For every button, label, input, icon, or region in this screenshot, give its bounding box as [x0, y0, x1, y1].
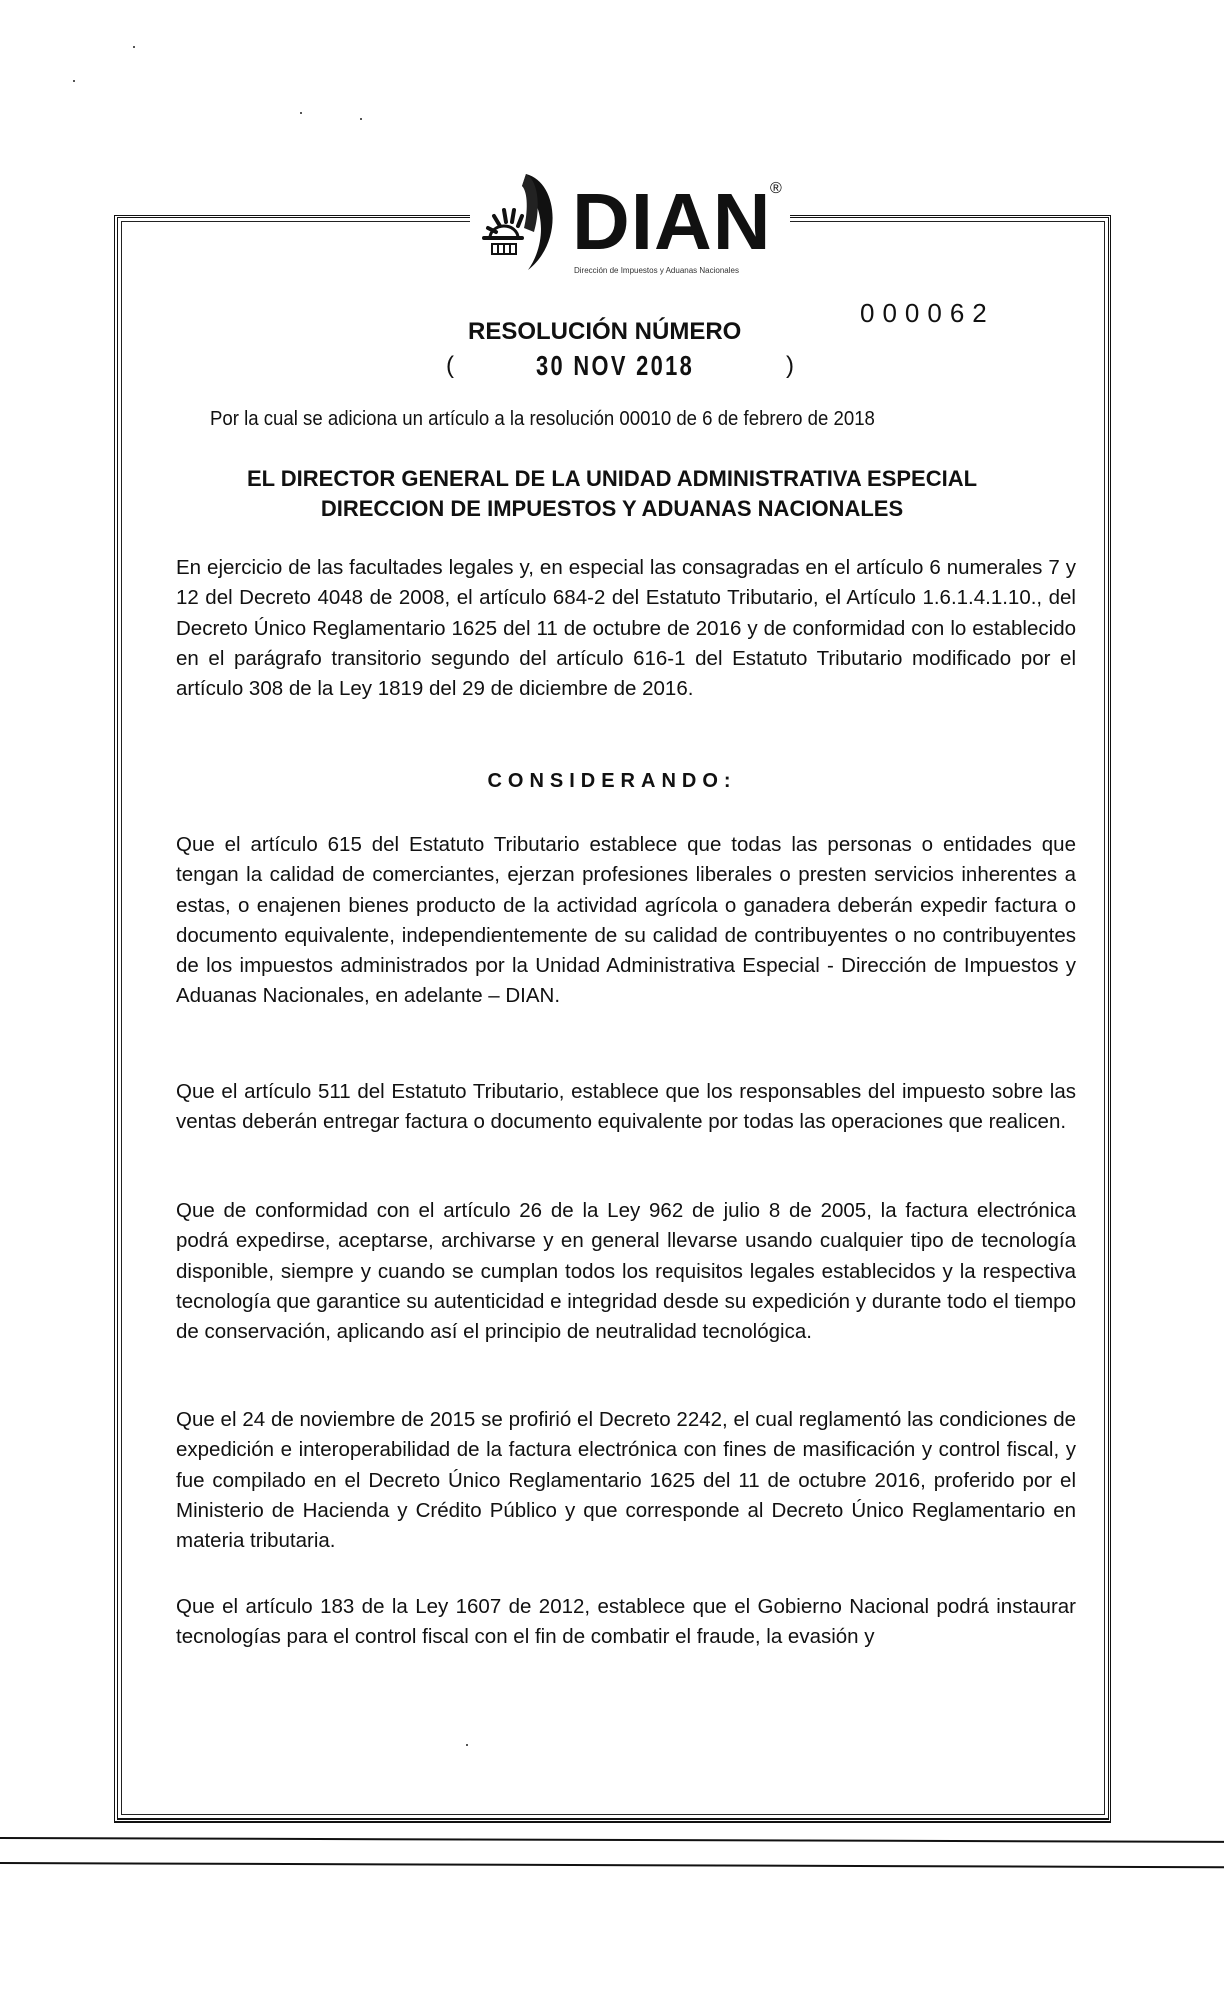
consideration-paragraph: Que el artículo 615 del Estatuto Tributario establece que todas las personas o entidades que tengan la calidad de comerciantes, ejerzan profesiones liberales o presten servicios inherentes a estas, o enajenen bienes producto de la actividad agrícola o ganadera deberán expedir factura o documento equivalente, independientemente de su calidad de contribuyentes o no contribuyentes de los impuestos administrados por la Unidad Administrativa Especial - Dirección de Impuestos y Aduanas Nacionales, en adelante – DIAN.: [176, 833, 1076, 1008]
dian-wordmark: DIAN: [572, 177, 772, 266]
consideration-paragraph: Que el 24 de noviembre de 2015 se profirió el Decreto 2242, el cual reglamentó las condiciones de expedición e interoperabilidad de la factura electrónica con fines de masificación y control fiscal, y fue compilado en el Decreto Único Reglamentario 1625 del 11 de octubre 2016, proferido por el Ministerio de Hacienda y Crédito Público y que corresponde al Decreto Único Reglamentario en materia tributaria.: [176, 1408, 1076, 1553]
page-border-inner: [121, 221, 1105, 1815]
page-border: [114, 215, 1111, 1823]
resolution-date-stamp: 30 NOV 2018: [536, 350, 695, 381]
authority-heading-line1: EL DIRECTOR GENERAL DE LA UNIDAD ADMINISTRATIVA ESPECIAL: [246, 466, 978, 491]
scan-speck: [466, 1744, 468, 1746]
scan-line: [0, 1862, 1224, 1868]
scan-speck: [133, 46, 135, 48]
resolution-title: RESOLUCIÓN NÚMERO: [468, 318, 742, 345]
open-paren: (: [446, 352, 454, 379]
dian-subtitle: Dirección de Impuestos y Aduanas Nacionales: [574, 266, 739, 275]
dian-logo: [470, 172, 790, 284]
resolution-number: 000062: [860, 298, 995, 328]
considerando-heading: CONSIDERANDO:: [487, 770, 737, 792]
scan-speck: [300, 112, 302, 114]
scan-speck: [360, 118, 362, 120]
close-paren: ): [786, 352, 794, 379]
registered-mark: ®: [770, 180, 782, 197]
scan-line: [0, 1837, 1224, 1843]
authority-heading-line2: DIRECCION DE IMPUESTOS Y ADUANAS NACIONALES: [320, 496, 904, 521]
consideration-paragraph: Que el artículo 511 del Estatuto Tributario, establece que los responsables del impuesto sobre las ventas deberán entregar factura o documento equivalente por todas las operaciones que realicen.: [176, 1080, 1076, 1134]
resolution-subject: Por la cual se adiciona un artículo a la resolución 00010 de 6 de febrero de 2018: [210, 408, 875, 430]
consideration-paragraph: Que de conformidad con el artículo 26 de la Ley 962 de julio 8 de 2005, la factura electrónica podrá expedirse, aceptarse, archivarse y en general llevarse usando cualquier tipo de tecnología disponible, siempre y cuando se cumplan todos los requisitos legales establecidos y la respectiva tecnología que garantice su autenticidad e integridad desde su expedición y durante todo el tiempo de conservación, aplicando así el principio de neutralidad tecnológica.: [176, 1199, 1076, 1344]
consideration-paragraph: Que el artículo 183 de la Ley 1607 de 2012, establece que el Gobierno Nacional podrá instaurar tecnologías para el control fiscal con el fin de combatir el fraude, la evasión y: [176, 1595, 1076, 1649]
preamble-paragraph: En ejercicio de las facultades legales y, en especial las consagradas en el artículo 6 numerales 7 y 12 del Decreto 4048 de 2008, el artículo 684-2 del Estatuto Tributario, el Artículo 1.6.1.4.1.10., del Decreto Único Reglamentario 1625 del 11 de octubre de 2016 y de conformidad con lo establecido en el parágrafo transitorio segundo del artículo 616-1 del Estatuto Tributario modificado por el artículo 308 de la Ley 1819 del 29 de diciembre de 2016.: [176, 556, 1076, 701]
scan-speck: [73, 80, 75, 82]
dian-sun-emblem-icon: [478, 172, 578, 272]
